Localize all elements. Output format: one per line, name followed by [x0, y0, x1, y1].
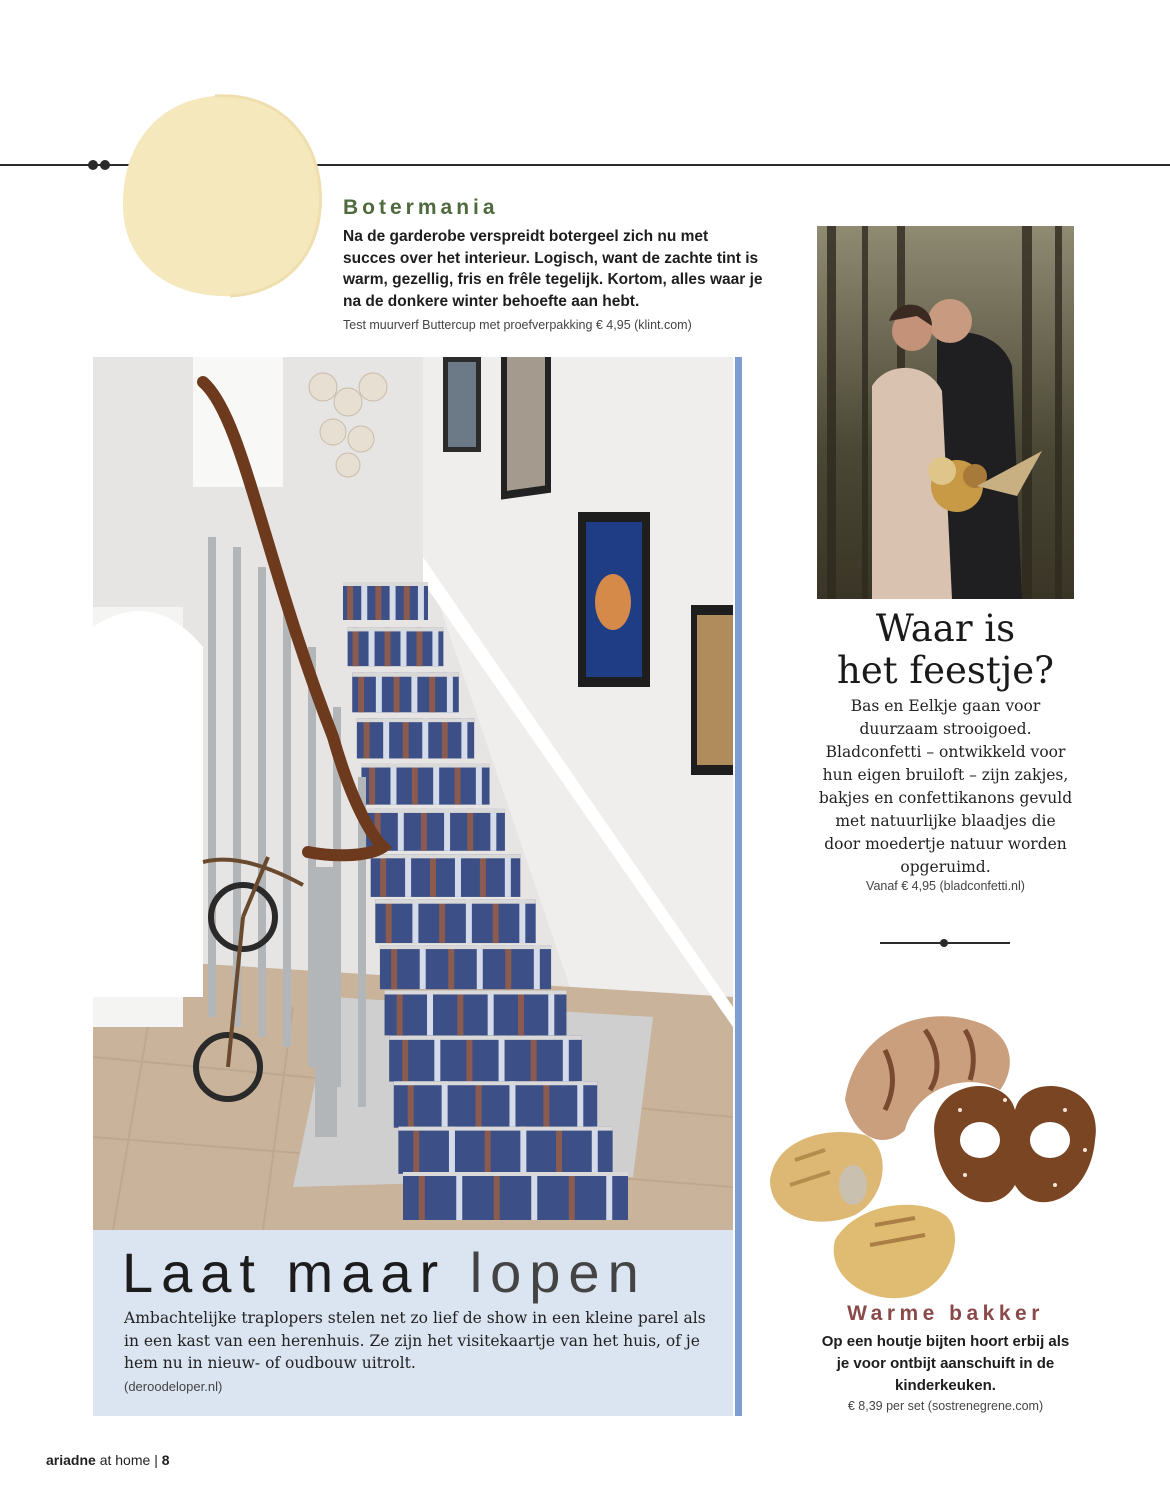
stairs-title-main: Laat maar [122, 1241, 447, 1304]
stairs-title-light: lopen [469, 1241, 647, 1304]
botermania-credit: Test muurverf Buttercup met proefverpakking € 4,95 (klint.com) [343, 318, 692, 332]
page-number: 8 [161, 1452, 170, 1468]
wooden-bread-photo [765, 990, 1125, 1300]
botermania-section [343, 196, 763, 332]
bakker-title: Warme bakker [847, 1302, 1044, 1325]
stairs-body: Ambachtelijke traplopers stelen net zo lief de show in een kleine parel als in een kast van een herenhuis. Ze zijn het visitekaartje van het huis, of je hem nu in nieuw- of oudbouw uitrolt. [124, 1309, 706, 1372]
divider-dot [100, 160, 110, 170]
feestje-title-line1: Waar is [875, 607, 1016, 650]
accent-bar [735, 357, 742, 1416]
staircase-photo [93, 357, 733, 1230]
feestje-credit: Vanaf € 4,95 (bladconfetti.nl) [866, 879, 1025, 893]
feestje-title-line2: het feestje? [837, 649, 1054, 692]
bakker-credit: € 8,39 per set (sostrenegrene.com) [847, 1399, 1044, 1413]
divider-dot [940, 939, 948, 947]
page-footer [46, 1452, 170, 1468]
stairs-credit: (deroodeloper.nl) [124, 1379, 223, 1394]
stairs-title [122, 1240, 647, 1305]
divider-dot [88, 160, 98, 170]
footer-separator: | [154, 1452, 158, 1468]
magazine-brand: ariadne [46, 1452, 96, 1468]
feestje-title [817, 608, 1074, 692]
paint-swatch-image [120, 88, 325, 298]
botermania-title: Botermania [343, 196, 499, 219]
botermania-body: Na de garderobe verspreidt botergeel zich nu met succes over het interieur. Logisch, want de zachte tint is warm, gezellig, fris en frêle tegelijk. Kortom, alles waar je na de donkere winter behoefte aan hebt. [343, 228, 763, 310]
bakker-body: Op een houtje bijten hoort erbij als je voor ontbijt aanschuift in de kinderkeuken. [821, 1333, 1070, 1394]
feestje-body: Bas en Eelkje gaan voor duurzaam strooigoed. Bladconfetti – ontwikkeld voor hun eigen bruiloft – zijn zakjes, bakjes en confettikanons gevuld met natuurlijke blaadjes die door moedertje natuur worden opgeruimd. [818, 697, 1073, 876]
wedding-photo [817, 226, 1074, 599]
magazine-section: at home [99, 1452, 151, 1468]
